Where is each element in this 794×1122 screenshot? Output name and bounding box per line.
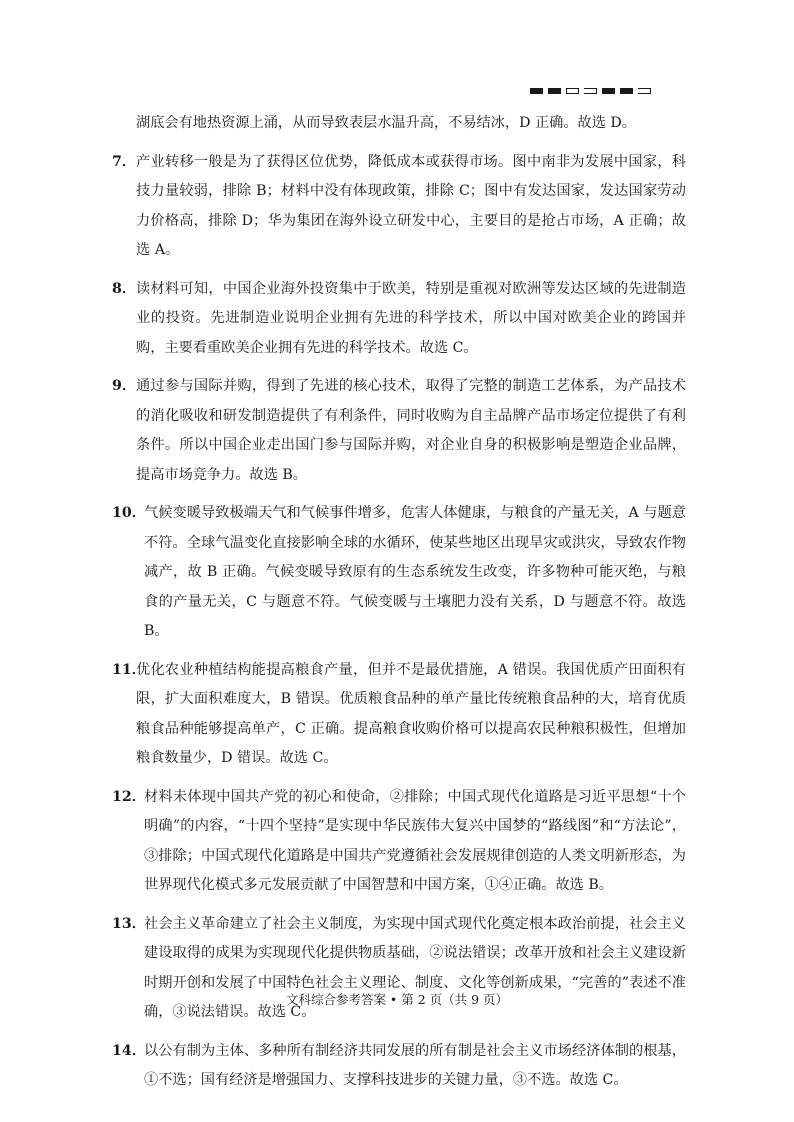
item-text: 材料未体现中国共产党的初心和使命，②排除；中国式现代化道路是习近平思想“十个明确”的内容，“十四个坚持”是实现中华民族伟大复兴中国梦的“路线图”和“方法论”，③排除；中国式现代化道路是中国共产党遵循社会发展规律创造的人类文明新形态，为世界现代化模式多元发展贡献了中国智慧和中国方案，①④正确。故选 B。 <box>144 788 686 893</box>
header-mark <box>620 88 633 94</box>
header-marks <box>530 88 651 94</box>
header-mark <box>638 88 651 94</box>
item-text: 优化农业种植结构能提高粮食产量，但并不是最优措施，A 错误。我国优质产田面积有限，扩大面积难度大，B 错误。优质粮食品种的单产量比传统粮食品种的大，培育优质粮食品种能够提高单产，C 正确。提高粮食收购价格可以提高农民种粮积极性，但增加粮食数量少，D 错误。故选 C。 <box>136 661 686 766</box>
item-text: 社会主义革命建立了社会主义制度，为实现中国式现代化奠定根本政治前提，社会主义建设取得的成果为实现现代化提供物质基础，②说法错误；改革开放和社会主义建设新时期开创和发展了中国特色社会主义理论、制度、文化等创新成果，“完善的”表述不准确，③说法错误。故选 C。 <box>144 915 686 1020</box>
item-text: 产业转移一般是为了获得区位优势，降低成本或获得市场。图中南非为发展中国家，科技力量较弱，排除 B；材料中没有体现政策，排除 C；图中有发达国家，发达国家劳动力价格高，排除 D；华为集团在海外设立研发中心，主要目的是抢占市场，A 正确；故选 A。 <box>136 153 686 258</box>
header-mark <box>530 88 543 94</box>
item-number: 12． <box>112 788 146 805</box>
answer-item-14 <box>112 1037 686 1096</box>
header-mark <box>566 88 579 94</box>
item-number: 9． <box>112 378 137 394</box>
item-text: 以公有制为主体、多种所有制经济共同发展的所有制是社会主义市场经济体制的根基，①不选；国有经济是增强国力、支撑科技进步的关键力量，③不选。故选 C。 <box>144 1042 686 1088</box>
answer-item-10 <box>112 499 686 647</box>
item-number: 13． <box>112 915 146 932</box>
header-mark <box>584 88 597 94</box>
item-text: 气候变暖导致极端天气和气候事件增多，危害人体健康，与粮食的产量无关，A 与题意不符。全球气温变化直接影响全球的水循环，使某些地区出现旱灾或洪灾，导致农作物减产，故 B 正确。气候变暖导致原有的生态系统发生改变，许多物种可能灭绝，与粮食的产量无关，C 与题意不符。气候变暖与土壤肥力没有关系，D 与题意不符。故选 B。 <box>144 505 686 639</box>
answer-item-11 <box>112 656 686 774</box>
item-text: 通过参与国际并购，得到了先进的核心技术，取得了完整的制造工艺体系，为产品技术的消化吸收和研发制造提供了有利条件，同时收购为自主品牌产品市场定位提供了有利条件。所以中国企业走出国门参与国际并购，对企业自身的积极影响是塑造企业品牌，提高市场竞争力。故选 B。 <box>136 378 686 483</box>
item-number: 10． <box>112 505 146 521</box>
page-footer: 文科综合参考答案 • 第 2 页（共 9 页） <box>285 992 509 1007</box>
answer-item-8 <box>112 275 686 364</box>
item-text: 读材料可知，中国企业海外投资集中于欧美，特别是重视对欧洲等发达区域的先进制造业的投资。先进制造业说明企业拥有先进的科学技术，所以中国对欧美企业的跨国并购，主要看重欧美企业拥有先进的科学技术。故选 C。 <box>136 280 686 356</box>
answer-item-9 <box>112 372 686 490</box>
answer-content <box>112 109 686 1105</box>
item-number: 11． <box>112 661 146 678</box>
item-number: 7． <box>112 153 137 170</box>
header-mark <box>548 88 561 94</box>
continuation-paragraph: 湖底会有地热资源上涌，从而导致表层水温升高，不易结冰，D 正确。故选 D。 <box>136 115 636 131</box>
item-number: 8． <box>112 280 137 297</box>
item-number: 14． <box>112 1042 146 1059</box>
header-mark <box>602 88 615 94</box>
answer-item-13 <box>112 910 686 1028</box>
answer-item-7 <box>112 148 686 266</box>
answer-item-12 <box>112 783 686 901</box>
